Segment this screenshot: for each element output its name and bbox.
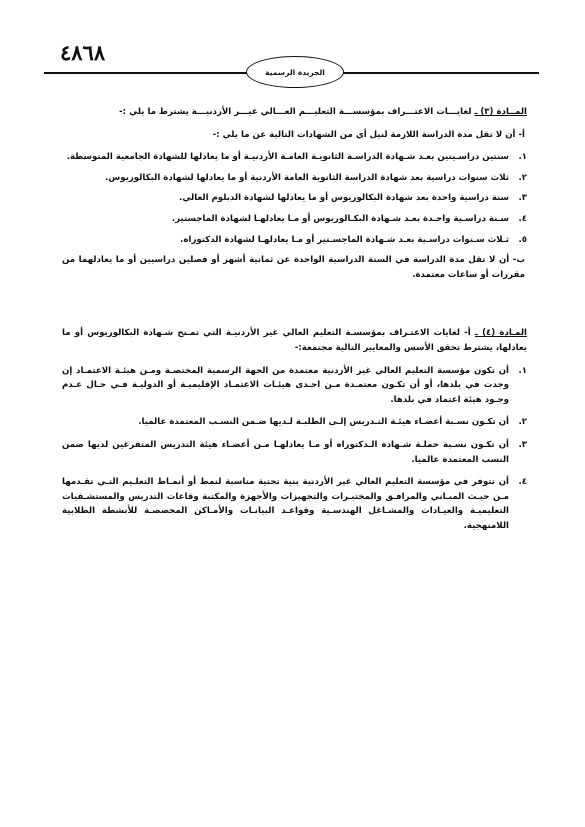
list-item-text: أن تكون مؤسسة التعليم العالي غير الأردنية معتمدة من الجهة الرسمية المختصـة ومـن هيئـة الاعتمـاد إن وجدت في بلدها، أو أن تكـون معتمـدة مـن احـدى هيئـات الاعتمـاد الإقليميـة أو الدوليـة فـي حـال عـدم وجـود هيئة اعتماد في بلدها. [62, 365, 509, 405]
list-item-text: ثـلاث سـنوات دراسـية بعـد شـهادة الماجسـتير أو مـا يعادلهـا لشهادة الدكتوراه. [180, 234, 509, 245]
list-item [62, 364, 527, 408]
list-item [62, 191, 527, 206]
list-item [62, 171, 527, 186]
article-4-intro [62, 326, 527, 355]
publication-title-badge [246, 56, 344, 88]
article-3-heading: المــادة (٣) ـ [474, 107, 527, 117]
article-4-intro-text: أ- لغايات الاعتـراف بمؤسسـة التعليم العالي غير الأردنيـة التي تمـنح شـهادة البكالوريوس أو ما يعادلها، يشترط تحقق الأسس والمعايير التالية مجتمعة:- [62, 328, 527, 353]
list-item-text: سـنة دراسـية واحـدة بعـد شـهادة البكـالوريوس أو مـا يعادلهـا لشهادة الماجستير. [171, 213, 509, 224]
list-item [62, 415, 527, 430]
list-item-text: سنة دراسية واحدة بعد شهادة البكالوريوس أو ما يعادلها لشهادة الدبلوم العالي. [179, 193, 509, 204]
list-item-number: ٣. [518, 439, 527, 450]
list-item [62, 150, 527, 165]
article-3-intro [62, 105, 527, 120]
article-4-heading: المـادة (٤) ـ [474, 328, 527, 339]
article-4 [62, 326, 527, 533]
list-item-text: ثلاث سنوات دراسية بعد شهادة الدراسة الثانوية العامة الأردنية أو ما يعادلها لشهادة البكالوريوس. [105, 172, 509, 183]
list-item-text: أن تتوفر في مؤسسة التعليم العالي غير الأردنية بنية تحتية مناسبة لنمط أو أنمـاط التعلـيم التـي تقـدمها مـن حيـث المبـاني والمرافـق والمختبـرات والتجهيزات والأجهزة والمكتبة وقاعات التدريس والمستشـفيات التعليميـة والعيـادات والمشـاغل الهندسـية وقواعـد البيانـات والأمـاكن المخصصـة للأنشطة الطلابية اللامنهجية. [62, 477, 509, 531]
list-item-text: سنتين دراسـيتين بعـد شـهادة الدراسـة الثانويـة العامـة الأردنيـة أو ما يعادلها للشهادة الجامعية المتوسطة. [66, 152, 509, 163]
list-item [62, 475, 527, 533]
article-3 [62, 105, 527, 282]
list-item-number: ١. [518, 365, 527, 376]
list-item-number: ٥. [518, 234, 527, 245]
list-item-number: ٤. [518, 477, 527, 488]
article-3-intro-text: لغايـــات الاعتـــراف بمؤسســـة التعليـــم العـــالي غيـــر الأردنيـــة يشترط ما يلي :- [119, 107, 475, 117]
document-body [62, 105, 527, 533]
list-item-number: ٢. [518, 172, 527, 183]
publication-title: الجريدة الرسمية [265, 67, 325, 77]
list-item [62, 438, 527, 467]
list-item-number: ٣. [518, 193, 527, 204]
list-item [62, 212, 527, 227]
page-number: ٤٨٦٨ [60, 40, 106, 65]
article-3-clause-b: ب- أن لا تقل مدة الدراسة في السنة الدراسية الواحدة عن ثمانية أشهر أو فصلين دراسيين أو ما يعادلهما من مقررات أو ساعات معتمدة. [62, 255, 525, 280]
list-item-number: ١. [518, 152, 527, 163]
list-item-text: أن تكـون نسـبة حملـة شـهادة الـدكتوراه أو مـا يعادلهـا مـن أعضـاء هيئة التدريس المتفرغين لديها ضمن النسب المعتمدة عالميا. [62, 439, 509, 465]
article-3-clause-a: أ- أن لا تقل مدة الدراسة اللازمة لنيل أي من الشهادات التالية عن ما يلي :- [212, 129, 525, 140]
list-item [62, 233, 527, 248]
list-item-text: أن تكـون نسـبة أعضـاء هيئـة التـدريس إلـى الطلبـة لـديها ضـمن النسـب المعتمدة عالميا. [138, 417, 509, 428]
list-item-number: ٢. [518, 417, 527, 428]
list-item-number: ٤. [518, 213, 527, 224]
